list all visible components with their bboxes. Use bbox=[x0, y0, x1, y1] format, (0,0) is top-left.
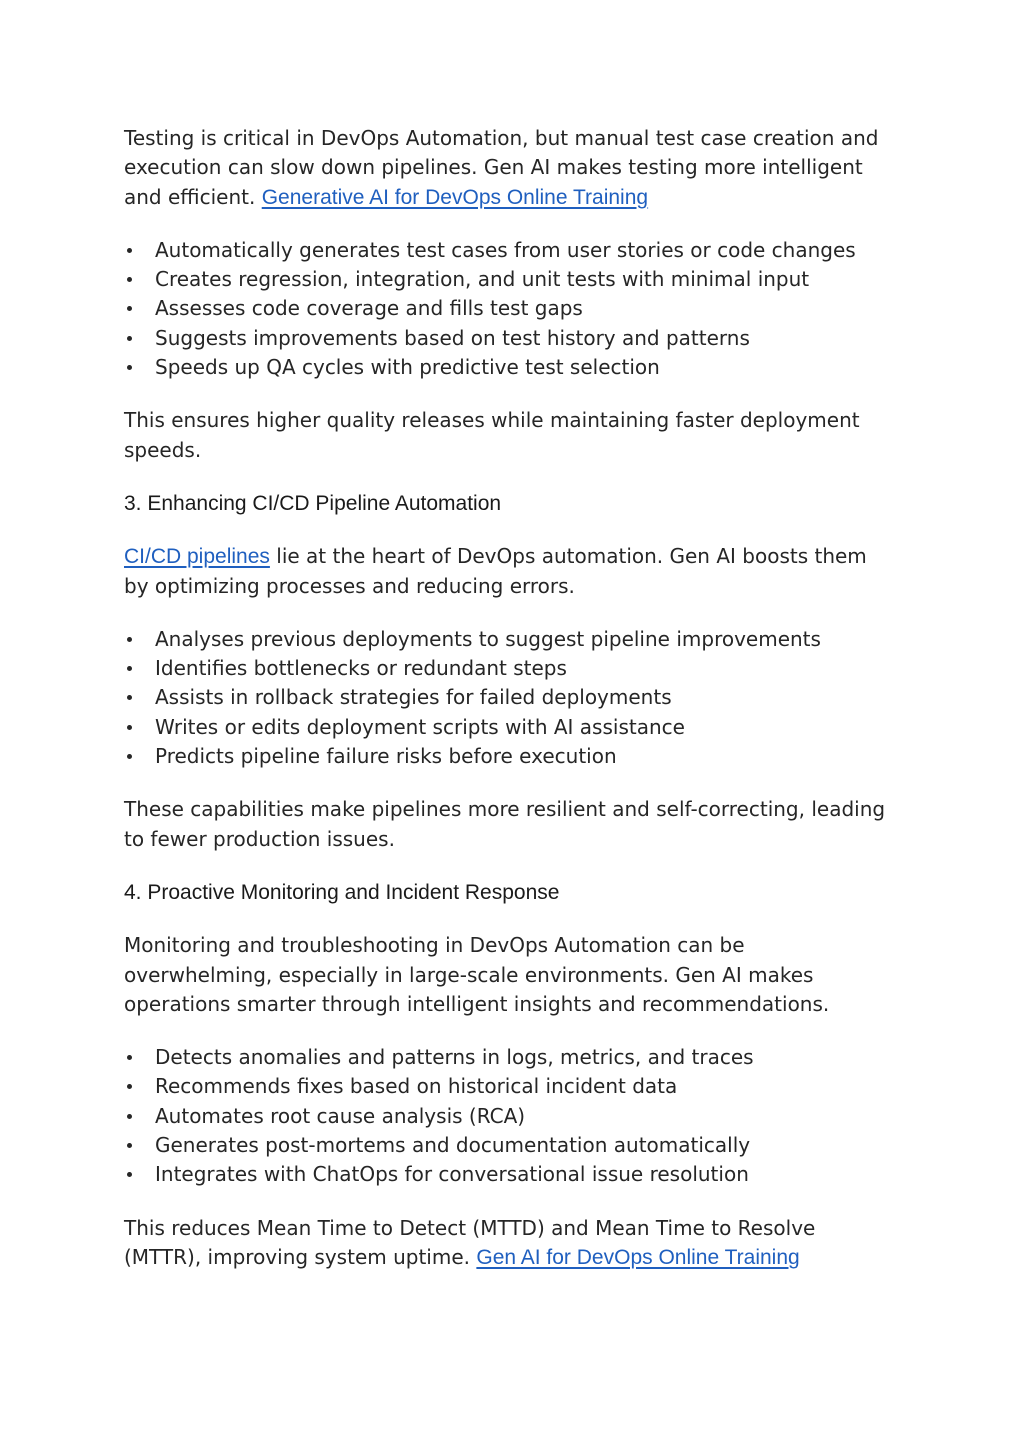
list-item: Writes or edits deployment scripts with AI assistance bbox=[124, 713, 894, 742]
list-item: Automatically generates test cases from user stories or code changes bbox=[124, 236, 894, 265]
list-item: Integrates with ChatOps for conversational issue resolution bbox=[124, 1160, 894, 1189]
bullet-icon bbox=[127, 1084, 132, 1089]
list-item: Assesses code coverage and fills test gaps bbox=[124, 294, 894, 323]
cicd-pipelines-link[interactable]: CI/CD pipelines bbox=[124, 545, 270, 569]
testing-intro-paragraph bbox=[124, 124, 894, 212]
bullet-icon bbox=[127, 1055, 132, 1060]
bullet-icon bbox=[127, 365, 132, 370]
monitoring-section-heading: 4. Proactive Monitoring and Incident Response bbox=[124, 880, 560, 904]
list-item: Identifies bottlenecks or redundant steps bbox=[124, 654, 894, 683]
testing-outro-paragraph: This ensures higher quality releases while maintaining faster deployment speeds. bbox=[124, 408, 860, 462]
bullet-icon bbox=[127, 1143, 132, 1148]
bullet-icon bbox=[127, 1114, 132, 1119]
monitoring-intro-paragraph: Monitoring and troubleshooting in DevOps Automation can be overwhelming, especially in large-scale environments. Gen AI makes operations smarter through intelligent insights and recommendations. bbox=[124, 933, 830, 1016]
bullet-icon bbox=[127, 666, 132, 671]
cicd-section-heading: 3. Enhancing CI/CD Pipeline Automation bbox=[124, 491, 502, 515]
list-item: Generates post-mortems and documentation automatically bbox=[124, 1131, 894, 1160]
list-item: Automates root cause analysis (RCA) bbox=[124, 1102, 894, 1131]
list-item: Assists in rollback strategies for failed deployments bbox=[124, 683, 894, 712]
list-item: Analyses previous deployments to suggest pipeline improvements bbox=[124, 625, 894, 654]
bullet-icon bbox=[127, 277, 132, 282]
cicd-outro-paragraph: These capabilities make pipelines more resilient and self-correcting, leading to fewer production issues. bbox=[124, 797, 886, 851]
cicd-intro-text: lie at the heart of DevOps automation. Gen AI boosts them by optimizing processes and reducing errors. bbox=[124, 544, 867, 598]
bullet-icon bbox=[127, 695, 132, 700]
document-page bbox=[124, 124, 894, 1296]
monitoring-outro-paragraph bbox=[124, 1214, 894, 1273]
bullet-icon bbox=[127, 1172, 132, 1177]
monitoring-bullet-list bbox=[124, 1043, 894, 1189]
bullet-icon bbox=[127, 754, 132, 759]
bullet-icon bbox=[127, 637, 132, 642]
cicd-bullet-list bbox=[124, 625, 894, 771]
bullet-icon bbox=[127, 725, 132, 730]
list-item: Predicts pipeline failure risks before execution bbox=[124, 742, 894, 771]
bullet-icon bbox=[127, 336, 132, 341]
bullet-icon bbox=[127, 248, 132, 253]
cicd-intro-paragraph bbox=[124, 542, 894, 601]
list-item: Recommends fixes based on historical incident data bbox=[124, 1072, 894, 1101]
bullet-icon bbox=[127, 306, 132, 311]
testing-bullet-list bbox=[124, 236, 894, 382]
testing-intro-text: Testing is critical in DevOps Automation, but manual test case creation and execution can slow down pipelines. Gen AI makes testing more intelligent and efficient. bbox=[124, 126, 879, 209]
generative-ai-training-link[interactable]: Generative AI for DevOps Online Training bbox=[261, 185, 649, 209]
monitoring-outro-text: This reduces Mean Time to Detect (MTTD) and Mean Time to Resolve (MTTR), improving system uptime. bbox=[124, 1215, 816, 1269]
list-item: Detects anomalies and patterns in logs, metrics, and traces bbox=[124, 1043, 894, 1072]
list-item: Speeds up QA cycles with predictive test selection bbox=[124, 353, 894, 382]
list-item: Creates regression, integration, and unit tests with minimal input bbox=[124, 265, 894, 294]
gen-ai-training-link[interactable]: Gen AI for DevOps Online Training bbox=[476, 1245, 800, 1269]
list-item: Suggests improvements based on test history and patterns bbox=[124, 324, 894, 353]
